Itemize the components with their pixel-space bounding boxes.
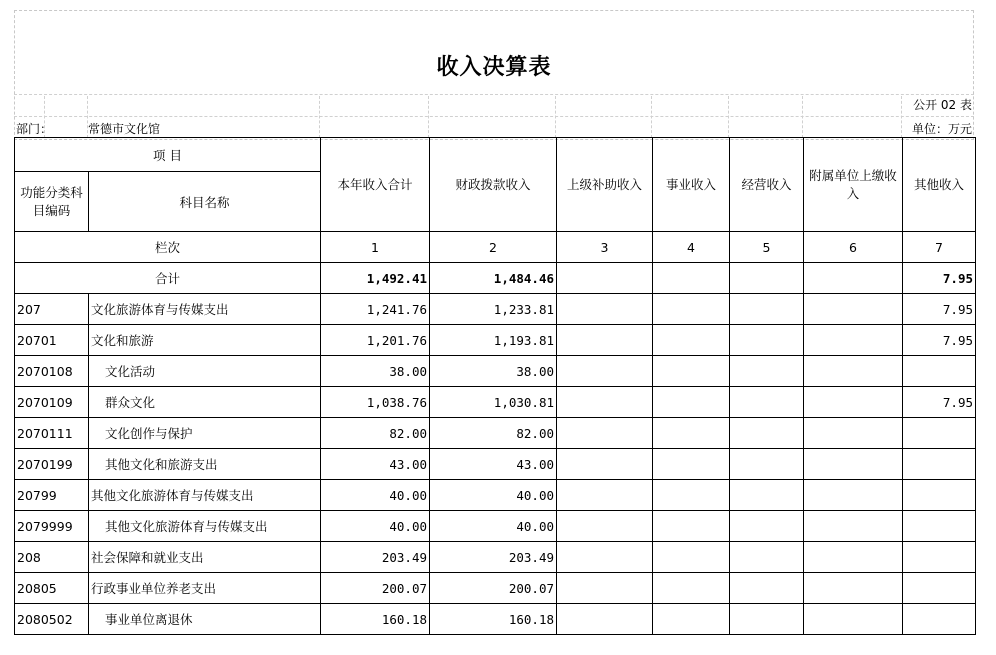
row-v4 [653, 449, 730, 480]
row-name: 文化活动 [89, 356, 321, 387]
total-v2: 1,484.46 [430, 263, 557, 294]
row-v2: 1,233.81 [430, 294, 557, 325]
total-v3 [557, 263, 653, 294]
row-v7 [903, 573, 976, 604]
table-row [15, 511, 976, 542]
header-col-6: 附属单位上缴收入 [804, 138, 903, 232]
row-v6 [804, 294, 903, 325]
row-v6 [804, 511, 903, 542]
department-label: 部门： [16, 122, 53, 136]
row-v4 [653, 325, 730, 356]
row-v5 [730, 449, 804, 480]
page-title: 收入决算表 [436, 55, 552, 80]
row-v7 [903, 480, 976, 511]
row-code: 2080502 [15, 604, 89, 635]
header-col-7: 其他收入 [903, 138, 976, 232]
row-name: 文化旅游体育与传媒支出 [89, 294, 321, 325]
row-code: 208 [15, 542, 89, 573]
row-v2: 40.00 [430, 480, 557, 511]
row-name: 事业单位离退休 [89, 604, 321, 635]
row-code: 2079999 [15, 511, 89, 542]
spreadsheet-page [14, 10, 974, 653]
row-code: 2070108 [15, 356, 89, 387]
row-v6 [804, 480, 903, 511]
table-row [15, 387, 976, 418]
row-v3 [557, 356, 653, 387]
header-func-code: 功能分类科目编码 [15, 172, 89, 232]
row-v5 [730, 325, 804, 356]
row-v6 [804, 573, 903, 604]
header-col-1: 本年收入合计 [321, 138, 430, 232]
row-v4 [653, 356, 730, 387]
row-v4 [653, 418, 730, 449]
row-v7 [903, 604, 976, 635]
seq-cell: 5 [730, 232, 804, 263]
table-row [15, 418, 976, 449]
table-row [15, 480, 976, 511]
table-row [15, 325, 976, 356]
income-table [14, 137, 976, 635]
row-v2: 82.00 [430, 418, 557, 449]
row-v5 [730, 356, 804, 387]
gridline [428, 96, 429, 138]
row-v3 [557, 573, 653, 604]
row-v5 [730, 418, 804, 449]
department-value: 常德市文化馆 [88, 122, 161, 136]
row-v4 [653, 573, 730, 604]
gridline [651, 96, 652, 138]
row-v3 [557, 449, 653, 480]
row-v6 [804, 542, 903, 573]
header-subject-name: 科目名称 [89, 172, 321, 232]
row-v1: 40.00 [321, 480, 430, 511]
row-v4 [653, 511, 730, 542]
row-name: 文化创作与保护 [89, 418, 321, 449]
row-v7 [903, 449, 976, 480]
row-v7 [903, 418, 976, 449]
seq-cell: 6 [804, 232, 903, 263]
row-v7: 7.95 [903, 325, 976, 356]
row-v2: 200.07 [430, 573, 557, 604]
seq-cell: 7 [903, 232, 976, 263]
row-v5 [730, 542, 804, 573]
row-v5 [730, 387, 804, 418]
row-v1: 1,241.76 [321, 294, 430, 325]
header-col-3: 上级补助收入 [557, 138, 653, 232]
row-v3 [557, 542, 653, 573]
row-v2: 40.00 [430, 511, 557, 542]
row-v2: 203.49 [430, 542, 557, 573]
row-name: 文化和旅游 [89, 325, 321, 356]
seq-cell: 2 [430, 232, 557, 263]
total-v4 [653, 263, 730, 294]
gridline [802, 96, 803, 138]
row-v1: 82.00 [321, 418, 430, 449]
row-v3 [557, 511, 653, 542]
row-name: 其他文化旅游体育与传媒支出 [89, 511, 321, 542]
row-v3 [557, 325, 653, 356]
row-v3 [557, 387, 653, 418]
total-row [15, 263, 976, 294]
row-v7: 7.95 [903, 387, 976, 418]
row-v2: 160.18 [430, 604, 557, 635]
row-v7 [903, 542, 976, 573]
total-v6 [804, 263, 903, 294]
row-v1: 160.18 [321, 604, 430, 635]
header-col-4: 事业收入 [653, 138, 730, 232]
total-label: 合计 [15, 263, 321, 294]
gridline [728, 96, 729, 138]
table-row [15, 573, 976, 604]
row-v4 [653, 294, 730, 325]
seq-cell: 3 [557, 232, 653, 263]
row-v6 [804, 449, 903, 480]
table-row [15, 294, 976, 325]
row-v4 [653, 480, 730, 511]
row-v5 [730, 480, 804, 511]
row-code: 2070199 [15, 449, 89, 480]
row-v2: 43.00 [430, 449, 557, 480]
row-name: 其他文化和旅游支出 [89, 449, 321, 480]
row-v3 [557, 604, 653, 635]
row-v6 [804, 356, 903, 387]
row-v2: 1,193.81 [430, 325, 557, 356]
row-v3 [557, 418, 653, 449]
gridline [14, 94, 974, 95]
row-v5 [730, 573, 804, 604]
gridline [14, 116, 974, 117]
header-item: 项 目 [15, 138, 321, 172]
row-code: 2070109 [15, 387, 89, 418]
row-v1: 40.00 [321, 511, 430, 542]
header-col-5: 经营收入 [730, 138, 804, 232]
row-v3 [557, 294, 653, 325]
gridline [319, 96, 320, 138]
row-v5 [730, 294, 804, 325]
row-v2: 38.00 [430, 356, 557, 387]
table-row [15, 542, 976, 573]
table-row [15, 449, 976, 480]
row-v7: 7.95 [903, 294, 976, 325]
row-v1: 43.00 [321, 449, 430, 480]
row-code: 20701 [15, 325, 89, 356]
seq-cell: 1 [321, 232, 430, 263]
row-v6 [804, 604, 903, 635]
row-code: 20799 [15, 480, 89, 511]
row-v6 [804, 418, 903, 449]
row-v1: 1,201.76 [321, 325, 430, 356]
row-v3 [557, 480, 653, 511]
row-v1: 1,038.76 [321, 387, 430, 418]
unit-label: 单位：万元 [911, 122, 972, 136]
row-v4 [653, 542, 730, 573]
row-v7 [903, 511, 976, 542]
row-name: 社会保障和就业支出 [89, 542, 321, 573]
row-code: 20805 [15, 573, 89, 604]
row-v4 [653, 387, 730, 418]
department [16, 120, 160, 137]
row-v1: 38.00 [321, 356, 430, 387]
total-v7: 7.95 [903, 263, 976, 294]
row-v7 [903, 356, 976, 387]
row-name: 行政事业单位养老支出 [89, 573, 321, 604]
row-v6 [804, 325, 903, 356]
row-v2: 1,030.81 [430, 387, 557, 418]
row-code: 207 [15, 294, 89, 325]
row-v5 [730, 604, 804, 635]
header-col-2: 财政拨款收入 [430, 138, 557, 232]
seq-cell: 4 [653, 232, 730, 263]
row-v1: 200.07 [321, 573, 430, 604]
row-v4 [653, 604, 730, 635]
form-number: 公开 02 表 [913, 98, 972, 112]
row-v1: 203.49 [321, 542, 430, 573]
row-v6 [804, 387, 903, 418]
table-row [15, 356, 976, 387]
row-name: 群众文化 [89, 387, 321, 418]
gridline [555, 96, 556, 138]
table-row [15, 604, 976, 635]
total-v5 [730, 263, 804, 294]
row-code: 2070111 [15, 418, 89, 449]
seq-label: 栏次 [15, 232, 321, 263]
total-v1: 1,492.41 [321, 263, 430, 294]
row-v5 [730, 511, 804, 542]
gridline [901, 96, 902, 138]
row-name: 其他文化旅游体育与传媒支出 [89, 480, 321, 511]
